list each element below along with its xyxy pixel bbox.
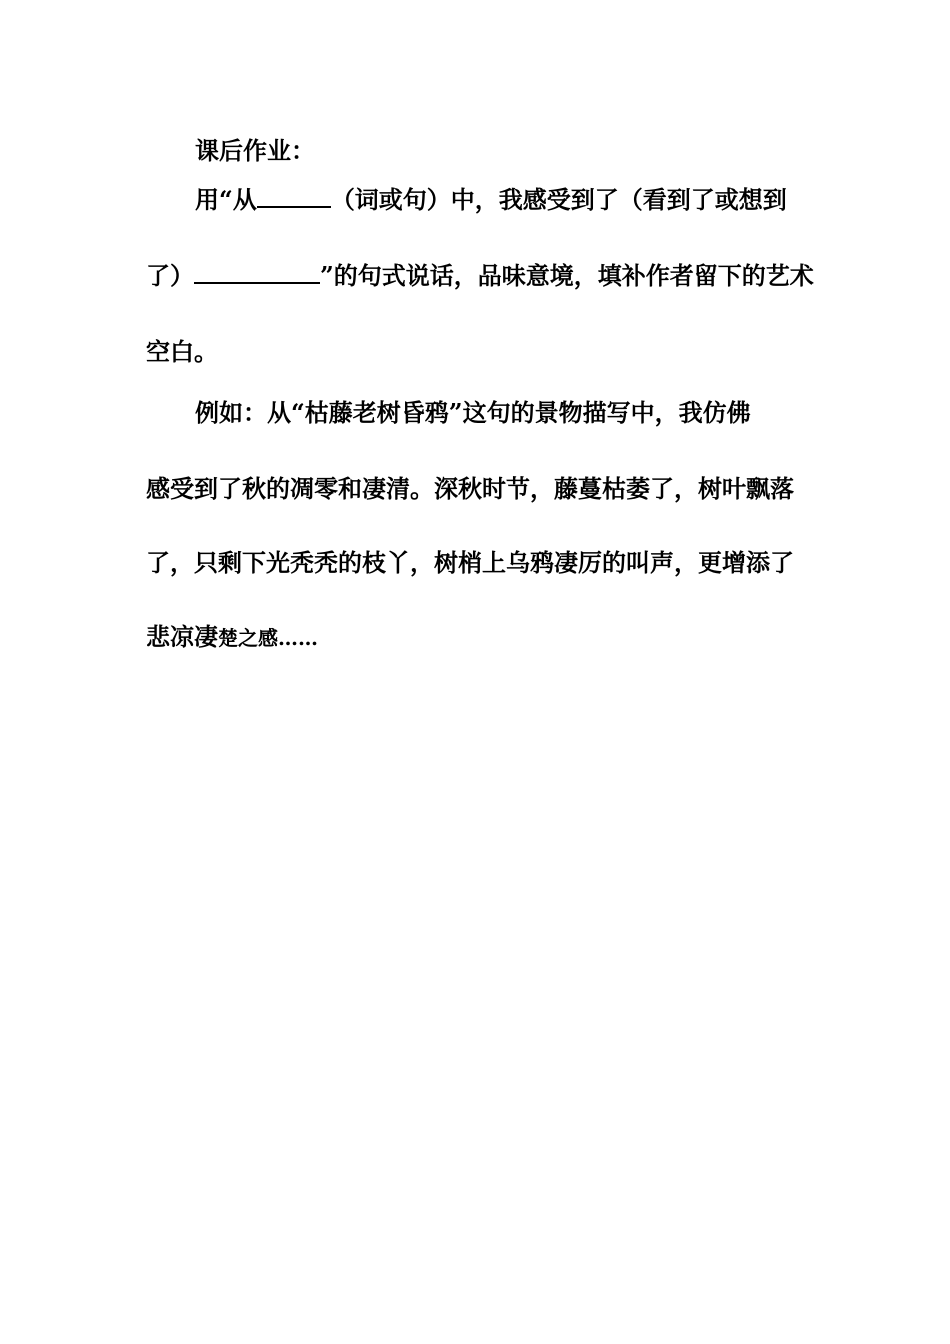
- instruction-line-1: [195, 183, 810, 217]
- example-text: 例如：从“枯藤老树昏鸦”这句的景物描写中，我仿佛: [195, 398, 751, 427]
- example-text: 悲凉凄: [146, 622, 218, 651]
- example-line-2: [146, 472, 810, 506]
- example-line-4: [146, 620, 810, 655]
- fill-blank: [257, 184, 331, 208]
- example-text: 了，只剩下光秃秃的枝丫，树梢上乌鸦凄厉的叫声，更增添了: [146, 548, 794, 577]
- example-line-1: [195, 396, 810, 430]
- instruction-line-2: [146, 259, 814, 293]
- example-text: 感受到了秋的凋零和凄清。深秋时节，藤蔓枯萎了，树叶飘落: [146, 474, 794, 503]
- instruction-text: 了）: [146, 261, 194, 290]
- example-line-3: [146, 546, 810, 580]
- instruction-text: 空白。: [146, 337, 218, 366]
- example-text: 楚之感……: [218, 626, 318, 650]
- instruction-text: （词或句）中，我感受到了（看到了或想到: [330, 185, 787, 214]
- instruction-text: ”的句式说话，品味意境，填补作者留下的艺术: [320, 261, 814, 290]
- instruction-line-3: [146, 335, 810, 369]
- fill-blank: [194, 260, 320, 284]
- homework-heading: [195, 134, 810, 168]
- instruction-text: 用“从: [195, 185, 257, 214]
- heading-text: 课后作业：: [195, 136, 315, 165]
